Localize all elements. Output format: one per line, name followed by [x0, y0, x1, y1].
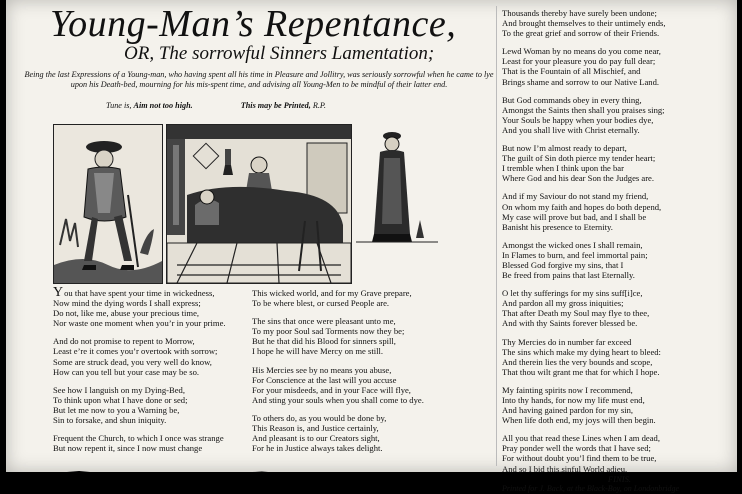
verse-line	[252, 375, 492, 385]
verse-line-text: The guilt of Sin doth pierce my tender heart;	[502, 153, 656, 164]
verse-line	[502, 270, 737, 280]
verse-line-text: Banisht his presence to Eternity.	[502, 221, 613, 232]
verse-line	[502, 250, 737, 260]
verse-line-text: Amongst the wicked ones I shall remain,	[502, 239, 643, 250]
verse-line-text: And having gained pardon for my sin,	[502, 405, 634, 416]
ballad-subtitle: OR, The sorrowful Sinners Lamentation;	[124, 43, 435, 64]
verse-column-3	[502, 8, 737, 494]
verse-line	[53, 336, 253, 346]
deathbed-scene-illustration	[167, 125, 351, 283]
licenser-initials: R.P.	[312, 101, 326, 110]
verse-line-text: But now repent it, since I now must change	[53, 443, 203, 454]
verse-line	[252, 413, 492, 423]
verse-line-text: And you shall live with Christ eternally.	[502, 124, 640, 135]
stanza	[53, 285, 253, 329]
verse-line-text: Blessed God forgive my sins, that I	[502, 259, 624, 270]
ballad-title: Young-Man’s Repentance,	[50, 3, 457, 45]
verse-line-text: I tremble when I think upon the bar	[502, 163, 624, 174]
verse-line-text: Thousands thereby have surely been undone;	[502, 8, 657, 18]
verse-line-text: That thou wilt grant me that for which I hope.	[502, 366, 660, 377]
verse-line	[502, 95, 737, 105]
verse-line-text: Thy Mercies do in number far exceed	[502, 336, 632, 347]
robed-figure-illustration	[352, 124, 442, 248]
tune-name: Aim not too high.	[133, 101, 193, 110]
verse-line-text: My fainting spirits now I recommend,	[502, 384, 633, 395]
verse-line	[502, 8, 737, 18]
verse-line-text: Into thy hands, for now my life must end,	[502, 395, 645, 405]
verse-line	[53, 405, 253, 415]
verse-line	[252, 385, 492, 395]
verse-line	[252, 326, 492, 336]
verse-line-text: For your misdeeds, and in your Face will flye,	[252, 384, 411, 395]
verse-line-text: To others do, as you would be done by,	[252, 412, 387, 423]
verse-line	[252, 365, 492, 375]
verse-line	[502, 395, 737, 405]
verse-line	[502, 56, 737, 66]
verse-line-text: See how I languish on my Dying-Bed,	[53, 384, 185, 395]
verse-line-text: Amongst the Saints then shall you praises sing;	[502, 104, 665, 115]
verse-line	[53, 367, 253, 377]
verse-line	[53, 385, 253, 395]
verse-line	[502, 77, 737, 87]
verse-line-text: This Reason is, and Justice certainly,	[252, 423, 379, 434]
woodcut-deathbed	[166, 124, 352, 284]
verse-line	[53, 285, 253, 300]
verse-line	[252, 443, 492, 453]
verse-line	[502, 443, 737, 453]
stanza	[252, 288, 492, 308]
verse-line-text: And brought themselves to their untimely ends,	[502, 18, 666, 29]
verse-line	[502, 125, 737, 135]
verse-line-text: And therein lies the very bounds and scope,	[502, 356, 653, 367]
stanza	[502, 240, 737, 280]
verse-line	[502, 163, 737, 173]
verse-column-3-stanzas	[502, 8, 737, 474]
verse-line	[502, 433, 737, 443]
verse-line-text: Least for your pleasure you do pay full dear;	[502, 56, 656, 67]
verse-line	[502, 337, 737, 347]
verse-line-text: For he in Justice always takes delight.	[252, 443, 383, 454]
tune-line	[106, 101, 326, 110]
verse-line-text: For without doubt you’l find them to be true,	[502, 453, 657, 464]
verse-line	[53, 298, 253, 308]
verse-line-text: And do not promise to repent to Morrow,	[53, 336, 195, 347]
verse-line-text: Sin to forsake, and shun iniquity.	[53, 415, 167, 426]
printed-note: This may be Printed,	[240, 101, 311, 110]
verse-line	[502, 191, 737, 201]
verse-line	[502, 115, 737, 125]
verse-line-text: And pardon all my gross iniquities;	[502, 298, 624, 309]
verse-column-2	[252, 288, 492, 461]
verse-line-text: Frequent the Church, to which I once was strange	[53, 433, 224, 444]
verse-line-text: I hope he will have Mercy on me still.	[252, 346, 384, 357]
verse-line-text: Lewd Woman by no means do you come near,	[502, 46, 661, 57]
verse-line-text: To be where blest, or cursed People are.	[252, 298, 390, 309]
verse-line-text: And with thy Saints forever blessed be.	[502, 318, 638, 329]
verse-line	[252, 395, 492, 405]
verse-line	[502, 405, 737, 415]
stanza	[502, 143, 737, 183]
verse-line-text: But let me now to you a Warning be,	[53, 404, 180, 415]
verse-line-text: When life doth end, my joys will then begin.	[502, 415, 656, 426]
verse-line-text: On whom my faith and hopes do both depend,	[502, 201, 662, 212]
verse-column-1	[53, 285, 253, 461]
verse-line	[252, 433, 492, 443]
verse-line-text: Nor waste one moment when you’r in your prime.	[53, 318, 226, 329]
verse-line	[502, 240, 737, 250]
verse-line	[502, 66, 737, 76]
verse-line-text: That is the Fountain of all Mischief, and	[502, 66, 641, 77]
stanza	[502, 288, 737, 328]
verse-line-text: Brings shame and sorrow to our Native Land.	[502, 76, 660, 87]
stanza	[502, 385, 737, 425]
verse-line	[502, 105, 737, 115]
verse-line-text: Be freed from pains that last Eternally.	[502, 270, 635, 281]
verse-line	[53, 443, 253, 453]
verse-line	[502, 385, 737, 395]
verse-line	[252, 346, 492, 356]
verse-line-text: Where God and his dear Son the Judges are.	[502, 173, 655, 184]
verse-line-text: But God commands obey in every thing,	[502, 94, 642, 105]
verse-line	[53, 395, 253, 405]
verse-line	[502, 143, 737, 153]
verse-line	[502, 46, 737, 56]
verse-line	[252, 288, 492, 298]
stanza	[502, 95, 737, 135]
stanza	[502, 191, 737, 231]
verse-line-text: Your Souls be happy when your bodies dye,	[502, 114, 654, 125]
ballad-intro: Being the last Expressions of a Young-man, who having spent all his time in Pleasure and Jollitry, was seriously sorrowful when he came to lye upon his Death-bed, mourning for his mis-spent time, and advising all Young-Men to be mindful of their latter end.	[24, 70, 494, 89]
verse-line	[502, 202, 737, 212]
verse-line-text: For Conscience at the last will you accuse	[252, 374, 397, 385]
verse-line-text: In Flames to burn, and feel immortal pain;	[502, 249, 648, 260]
verse-line	[252, 423, 492, 433]
verse-line-text: Least e’re it comes you’r overtook with sorrow;	[53, 346, 218, 357]
verse-line-text: This wicked world, and for my Grave prepare,	[252, 288, 412, 298]
verse-line-text: But now I’m almost ready to depart,	[502, 143, 627, 154]
verse-line	[502, 367, 737, 377]
verse-line-text: His Mercies see by no means you abuse,	[252, 364, 392, 375]
verse-line	[502, 347, 737, 357]
verse-line-text: To my poor Soul sad Torments now they be;	[252, 326, 405, 337]
verse-line	[252, 316, 492, 326]
verse-line	[53, 357, 253, 367]
stanza	[502, 46, 737, 86]
woodcut-robed-figure	[352, 124, 442, 248]
verse-line-text: Some are struck dead, you very well do know,	[53, 356, 212, 367]
printer-imprint: Printed for J. Back, at the Black-Boy, on Londonbridge	[502, 483, 680, 493]
verse-line-text: That after Death my Soul may flye to thee,	[502, 308, 650, 319]
verse-line-text: And sting your souls when you shall come to dye.	[252, 394, 424, 405]
verse-line	[53, 415, 253, 425]
verse-line-text: And so I bid this sinful World adieu.	[502, 463, 628, 474]
verse-line-text: The sins that once were pleasant unto me,	[252, 316, 396, 327]
verse-line-text: Pray ponder well the words that I have sed;	[502, 443, 651, 454]
verse-line-text: Now mind the dying words I shall express;	[53, 298, 201, 309]
verse-line-text: ou that have spent your time in wickedness,	[64, 288, 215, 298]
stanza	[53, 433, 253, 453]
verse-line-text: Do not, like me, abuse your precious time,	[53, 308, 200, 319]
verse-line	[502, 212, 737, 222]
verse-line	[502, 357, 737, 367]
verse-line	[53, 433, 253, 443]
finis-mark: FINIS.	[607, 473, 632, 484]
verse-line-text: To think upon what I have done or sed;	[53, 394, 188, 405]
stanza	[53, 385, 253, 425]
stanza	[502, 337, 737, 377]
gentleman-figure-illustration	[54, 125, 162, 283]
verse-line-text: And if my Saviour do not stand my friend,	[502, 191, 649, 202]
verse-line	[502, 18, 737, 28]
stanza	[53, 336, 253, 376]
verse-line	[53, 318, 253, 328]
verse-line-text: My case will prove but bad, and I shall be	[502, 211, 647, 222]
stanza	[252, 316, 492, 356]
verse-line	[502, 415, 737, 425]
stanza	[252, 365, 492, 405]
verse-line-text: And pleasant is to our Creators sight,	[252, 433, 380, 444]
drop-capital: Y	[53, 285, 64, 300]
verse-line	[252, 298, 492, 308]
stanza	[252, 413, 492, 453]
verse-line	[502, 153, 737, 163]
verse-line	[502, 464, 737, 474]
verse-line	[502, 453, 737, 463]
tune-label: Tune is,	[106, 101, 132, 110]
verse-line	[502, 173, 737, 183]
stanza	[502, 8, 737, 38]
verse-line	[53, 346, 253, 356]
verse-line-text: How can you tell but your case may be so.	[53, 366, 200, 377]
column-divider	[496, 6, 497, 466]
verse-line	[502, 318, 737, 328]
verse-line	[502, 298, 737, 308]
verse-line-text: But he that did his Blood for sinners spill,	[252, 336, 396, 347]
verse-line-text: The sins which make my dying heart to bleed:	[502, 346, 661, 357]
verse-line	[502, 288, 737, 298]
verse-line	[502, 222, 737, 232]
verse-line	[252, 336, 492, 346]
verse-line-text: O let thy sufferings for my sins suff[i]ce,	[502, 288, 643, 299]
woodcut-gentleman	[53, 124, 163, 284]
verse-line	[502, 260, 737, 270]
stanza	[502, 433, 737, 473]
verse-line	[502, 308, 737, 318]
verse-line	[502, 28, 737, 38]
verse-line-text: All you that read these Lines when I am dead,	[502, 433, 660, 444]
verse-line	[53, 308, 253, 318]
verse-line-text: To the great grief and sorrow of their Friends.	[502, 28, 660, 39]
broadside-sheet	[6, 0, 737, 493]
